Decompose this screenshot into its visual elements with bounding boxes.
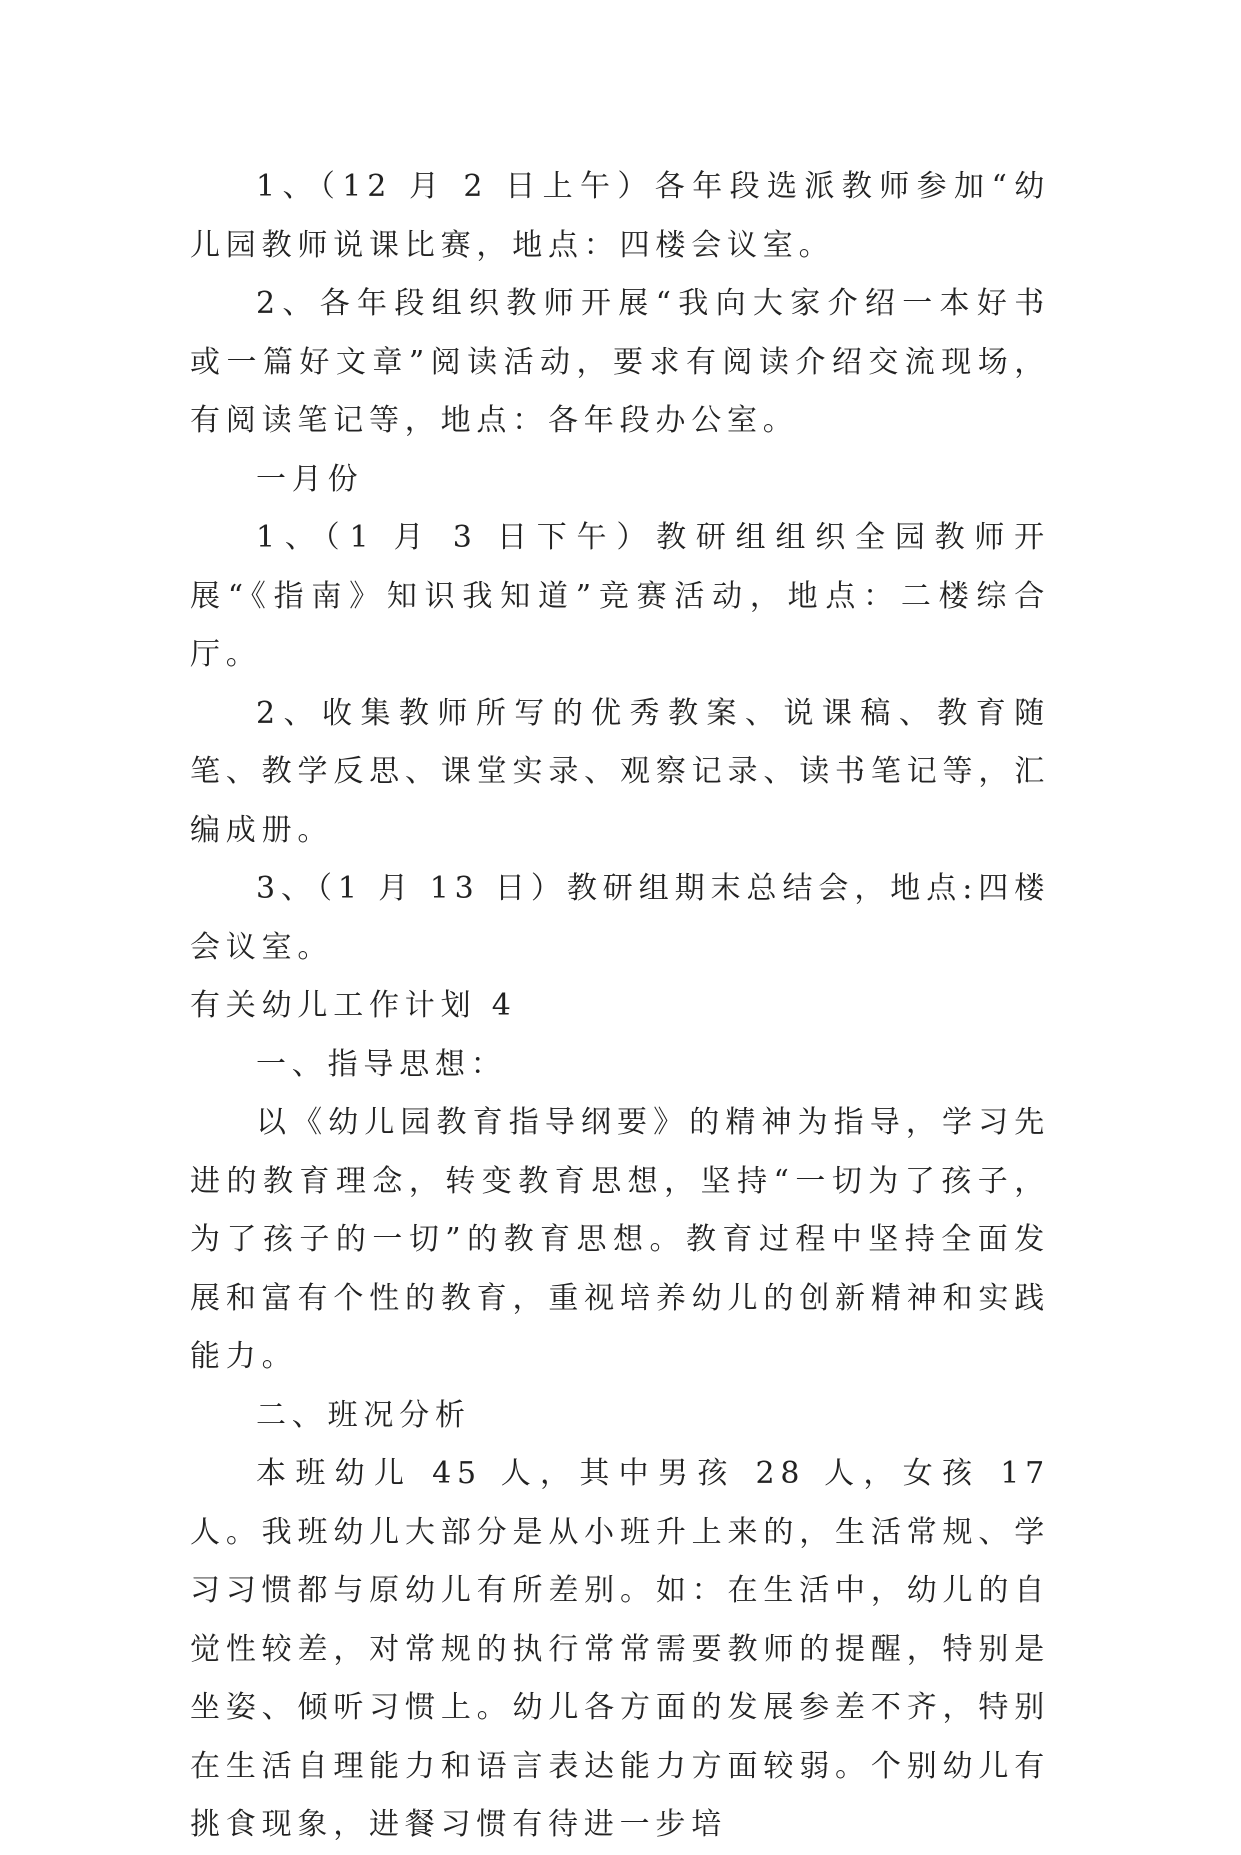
paragraph-december-item-2: 2、各年段组织教师开展“我向大家介绍一本好书或一篇好文章”阅读活动，要求有阅读介绍交流现场，有阅读笔记等，地点：各年段办公室。 [190, 286, 1050, 438]
paragraph-december-item-1: 1、（12 月 2 日上午）各年段选派教师参加“幼儿园教师说课比赛，地点：四楼会议室。 [190, 169, 1050, 263]
paragraph-class-analysis: 本班幼儿 45 人，其中男孩 28 人，女孩 17 人。我班幼儿大部分是从小班升上来的，生活常规、学习习惯都与原幼儿有所差别。如：在生活中，幼儿的自觉性较差，对常规的执行常常需要教师的提醒，特别是坐姿、倾听习惯上。幼儿各方面的发展参差不齐，特别在生活自理能力和语言表达能力方面较弱。个别幼儿有挑食现象，进餐习惯有待进一步培 [190, 1456, 1050, 1842]
document-body [190, 158, 1050, 1855]
paragraph-january-item-1: 1、（1 月 3 日下午）教研组组织全园教师开展“《指南》知识我知道”竞赛活动，地点：二楼综合厅。 [190, 520, 1050, 672]
section-heading-january: 一月份 [256, 461, 364, 497]
paragraph-guiding-ideology: 以《幼儿园教育指导纲要》的精神为指导，学习先进的教育理念，转变教育思想，坚持“一切为了孩子，为了孩子的一切”的教育思想。教育过程中坚持全面发展和富有个性的教育，重视培养幼儿的创新精神和实践能力。 [190, 1105, 1050, 1374]
paragraph-january-item-3: 3、（1 月 13 日）教研组期末总结会，地点:四楼会议室。 [190, 871, 1050, 965]
section-heading-guiding-ideology: 一、指导思想： [256, 1046, 507, 1082]
paragraph-january-item-2: 2、收集教师所写的优秀教案、说课稿、教育随笔、教学反思、课堂实录、观察记录、读书笔记等，汇编成册。 [190, 695, 1050, 848]
section-heading-class-analysis: 二、班况分析 [256, 1397, 471, 1433]
document-title: 有关幼儿工作计划 4 [190, 988, 517, 1023]
